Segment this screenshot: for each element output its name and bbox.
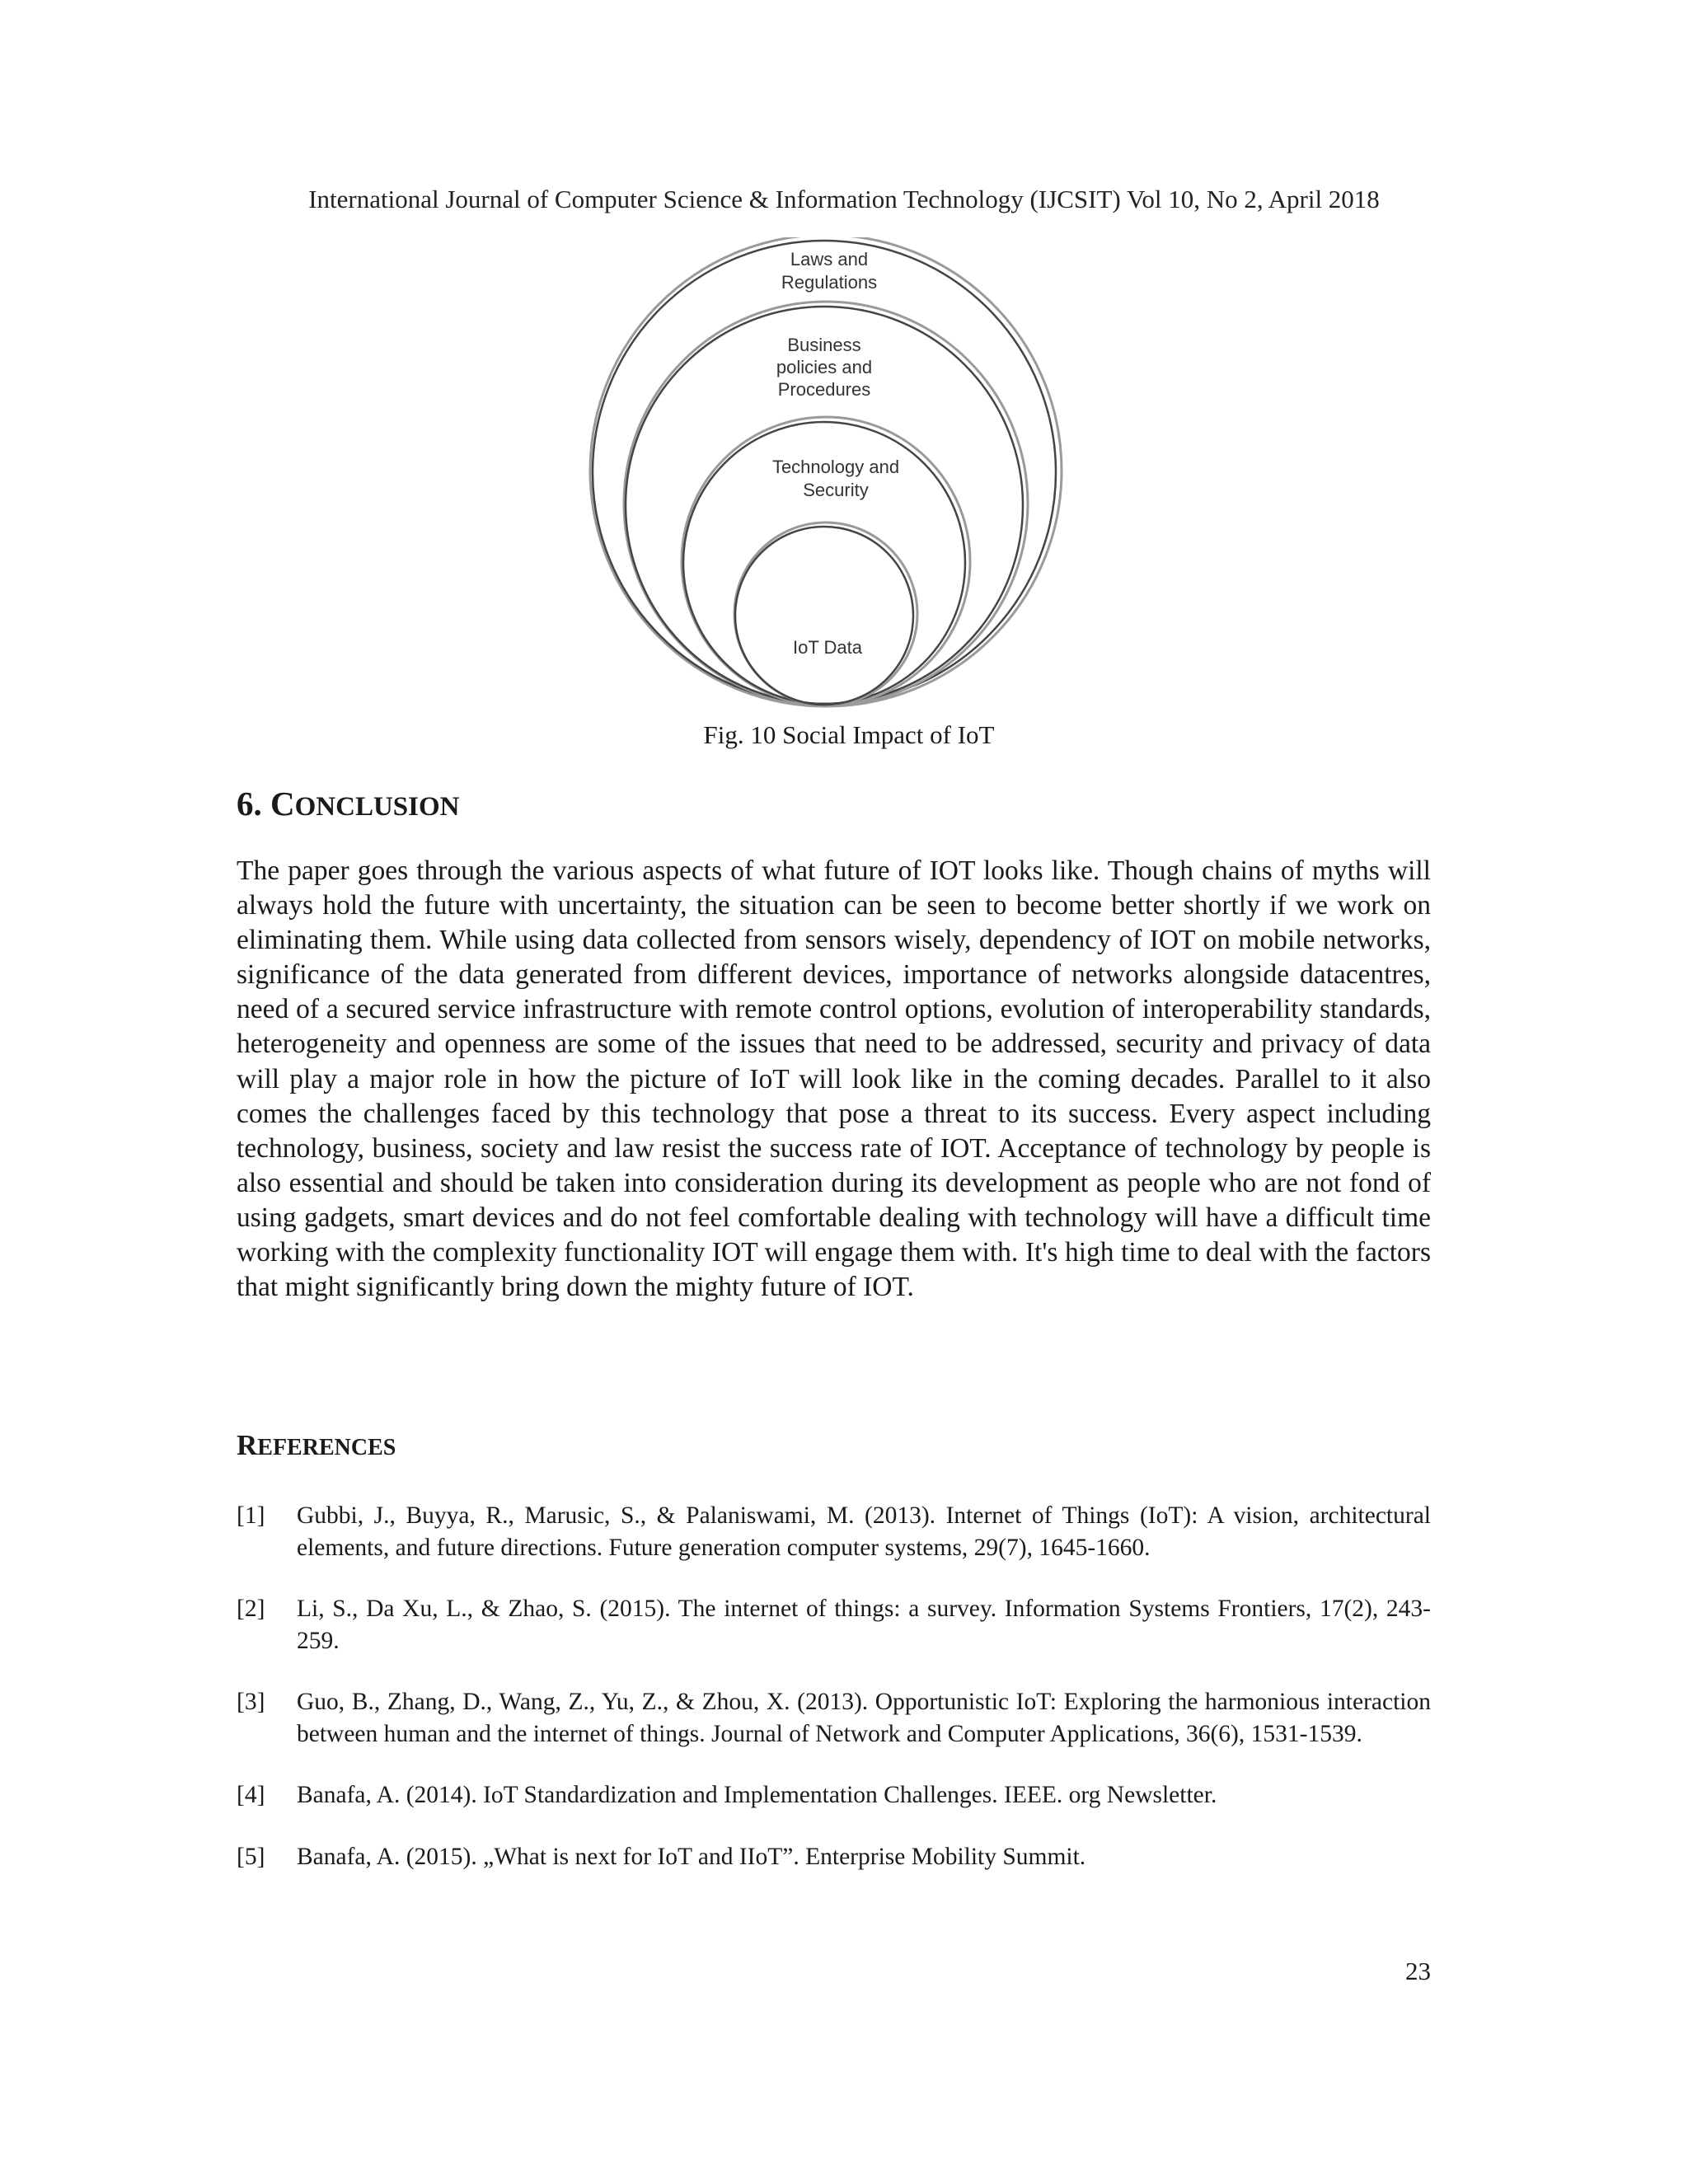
conclusion-paragraph: The paper goes through the various aspects of what future of IOT looks like. Though chains of myths will always hold the future with uncertainty, the situation can be seen to become better shortly if we work on eliminating them. While using data collected from sensors wisely, dependency of IOT on mobile networks, significance of the data generated from different devices, importance of networks alongside datacentres, need of a secured service infrastructure with remote control options, evolution of interoperability standards, heterogeneity and openness are some of the issues that need to be addressed, security and privacy of data will play a major role in how the picture of IoT will look like in the coming decades. Parallel to it also comes the challenges faced by this technology that pose a threat to its success. Every aspect including technology, business, society and law resist the success rate of IOT. Acceptance of technology by people is also essential and should be taken into consideration during its development as people who are not fond of using gadgets, smart devices and do not feel comfortable dealing with technology will have a difficult time working with the complexity functionality IOT will engage them with. It's high time to deal with the factors that might significantly bring down the mighty future of IOT. (237, 855, 1431, 1303)
reference-item (237, 1841, 1431, 1873)
layer-business-line3: Procedures (777, 379, 871, 400)
reference-number: [5] (237, 1843, 265, 1870)
references-heading (237, 1427, 396, 1466)
reference-number: [2] (237, 1596, 265, 1622)
section-title-rest: ONCLUSION (294, 792, 460, 822)
section-title-initial: C (270, 785, 295, 823)
layer-technology-line1: Technology and (771, 457, 900, 477)
references-heading-rest: EFERENCES (257, 1435, 396, 1460)
reference-text: Gubbi, J., Buyya, R., Marusic, S., & Palaniswami, M. (2013). Internet of Things (IoT): A vision, architectural elements, and future directions. Future generation computer systems, 29(7), 1645-1660. (297, 1502, 1431, 1561)
references-heading-initial: R (237, 1429, 258, 1461)
reference-number: [3] (237, 1689, 265, 1715)
reference-number: [1] (237, 1502, 265, 1529)
reference-text: Banafa, A. (2015). „What is next for IoT and IIoT”. Enterprise Mobility Summit. (297, 1843, 1086, 1870)
figure-caption: Fig. 10 Social Impact of IoT (703, 720, 995, 749)
reference-item (237, 1593, 1431, 1657)
layer-iot-data-label: IoT Data (793, 637, 862, 658)
page-number: 23 (1405, 1957, 1431, 1985)
reference-text: Guo, B., Zhang, D., Wang, Z., Yu, Z., & Zhou, X. (2013). Opportunistic IoT: Exploring the harmonious interaction between human and the internet of things. Journal of Network and Computer Applications, 36(6), 1531-1539. (297, 1689, 1431, 1747)
layer-laws-line2: Regulations (781, 272, 878, 293)
reference-item (237, 1500, 1431, 1563)
reference-item (237, 1686, 1431, 1750)
layer-technology-line2: Security (803, 480, 869, 500)
running-header: International Journal of Computer Science & Information Technology (IJCSIT) Vol 10, No 2, April 2018 (308, 185, 1380, 213)
reference-list (237, 1500, 1431, 1902)
reference-text: Li, S., Da Xu, L., & Zhao, S. (2015). The internet of things: a survey. Information Systems Frontiers, 17(2), 243-259. (297, 1596, 1431, 1654)
reference-item (237, 1779, 1431, 1811)
social-impact-figure (577, 237, 1088, 715)
reference-number: [4] (237, 1782, 265, 1808)
conclusion-heading (237, 783, 459, 827)
layer-business-line2: policies and (776, 357, 873, 377)
circle-iot-data (734, 523, 917, 705)
reference-text: Banafa, A. (2014). IoT Standardization and Implementation Challenges. IEEE. org Newsletter. (297, 1782, 1217, 1808)
section-number: 6. (237, 785, 262, 823)
layer-business-line1: Business (787, 335, 861, 355)
layer-laws-line1: Laws and (790, 249, 869, 269)
